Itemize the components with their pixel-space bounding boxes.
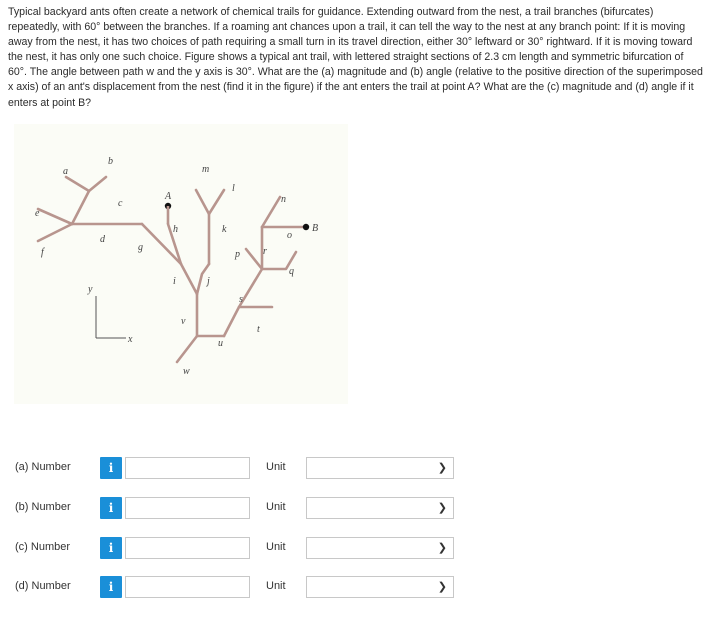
part-b-unit-select[interactable]: [306, 497, 454, 519]
label-m: m: [202, 164, 210, 175]
label-r: r: [263, 246, 267, 257]
label-c: c: [118, 198, 123, 209]
label-point-a: A: [165, 191, 172, 202]
answer-row-a: [0, 457, 713, 481]
label-o: o: [287, 230, 292, 241]
trail-section-t: [224, 307, 272, 336]
point-b-dot: [303, 224, 309, 230]
chevron-down-icon: ❯: [437, 502, 447, 514]
info-icon[interactable]: i: [100, 537, 122, 559]
label-f: f: [41, 247, 44, 258]
part-c-unit-select[interactable]: [306, 537, 454, 559]
part-a-number-input[interactable]: [125, 457, 250, 479]
part-c-unit-label: Unit: [266, 541, 286, 553]
part-c-label: (c) Number: [15, 541, 71, 553]
trail-section-i: [181, 264, 197, 294]
label-s: s: [239, 294, 243, 305]
label-p: p: [235, 249, 240, 260]
answer-row-b: [0, 497, 713, 521]
label-l: l: [232, 183, 235, 194]
part-d-unit-label: Unit: [266, 580, 286, 592]
label-t: t: [257, 324, 260, 335]
trail-section-b: [89, 177, 106, 191]
label-q: q: [289, 266, 294, 277]
trail-section-c: [72, 191, 89, 224]
part-d-unit-select[interactable]: [306, 576, 454, 598]
part-a-unit-select[interactable]: [306, 457, 454, 479]
label-k: k: [222, 224, 227, 235]
label-n: n: [281, 194, 286, 205]
label-b: b: [108, 156, 113, 167]
trail-section-mn: [196, 190, 224, 214]
ant-trail-diagram: [14, 124, 348, 404]
label-d: d: [100, 234, 105, 245]
part-a-unit-label: Unit: [266, 461, 286, 473]
trail-section-a: [66, 177, 89, 191]
info-icon[interactable]: i: [100, 497, 122, 519]
chevron-down-icon: ❯: [437, 542, 447, 554]
label-u: u: [218, 338, 223, 349]
info-icon[interactable]: i: [100, 576, 122, 598]
label-x-axis: x: [128, 334, 133, 345]
trail-section-p: [246, 249, 262, 269]
part-d-label: (d) Number: [15, 580, 71, 592]
ant-trail-figure: [14, 124, 348, 404]
trail-network: [38, 177, 304, 362]
part-b-unit-label: Unit: [266, 501, 286, 513]
chevron-down-icon: ❯: [437, 462, 447, 474]
part-a-label: (a) Number: [15, 461, 71, 473]
label-e: e: [35, 208, 40, 219]
answer-row-d: [0, 576, 713, 600]
answer-row-c: [0, 537, 713, 561]
chevron-down-icon: ❯: [437, 581, 447, 593]
part-b-label: (b) Number: [15, 501, 71, 513]
part-b-number-input[interactable]: [125, 497, 250, 519]
part-d-number-input[interactable]: [125, 576, 250, 598]
trail-section-f: [38, 224, 72, 241]
label-y-axis: y: [88, 284, 93, 295]
label-h: h: [173, 224, 178, 235]
label-w: w: [183, 366, 190, 377]
info-icon[interactable]: i: [100, 457, 122, 479]
label-v: v: [181, 316, 186, 327]
label-point-b: B: [312, 223, 319, 234]
question-text: Typical backyard ants often create a network of chemical trails for guidance. Extending outward from the nest, a trail branches (bifurcates) repeatedly, with 60° between the branches. If a roaming ant chances upon a trail, it can tell the way to the nest at any branch point: If it is moving away from the nest, it has two choices of path requiring a small turn in its travel direction, either 30° leftward or 30° rightward. If it is moving toward the nest, it has only one such choice. Figure shows a typical ant trail, with lettered straight sections of 2.3 cm length and symmetric bifurcation of 60°. The angle between path w and the y axis is 30°. What are the (a) magnitude and (b) angle (relative to the positive direction of the superimposed x axis) of an ant's displacement from the nest (find it in the figure) if the ant enters the trail at point A? What are the (c) magnitude and (d) angle if it enters at point B?: [8, 6, 703, 109]
label-i: i: [173, 276, 176, 287]
coordinate-axes: [96, 296, 126, 338]
label-j: j: [207, 276, 210, 287]
trail-section-e: [38, 209, 72, 224]
part-c-number-input[interactable]: [125, 537, 250, 559]
label-g: g: [138, 242, 143, 253]
trail-section-w: [177, 336, 197, 362]
label-a: a: [63, 166, 68, 177]
trail-section-n: [262, 197, 280, 227]
